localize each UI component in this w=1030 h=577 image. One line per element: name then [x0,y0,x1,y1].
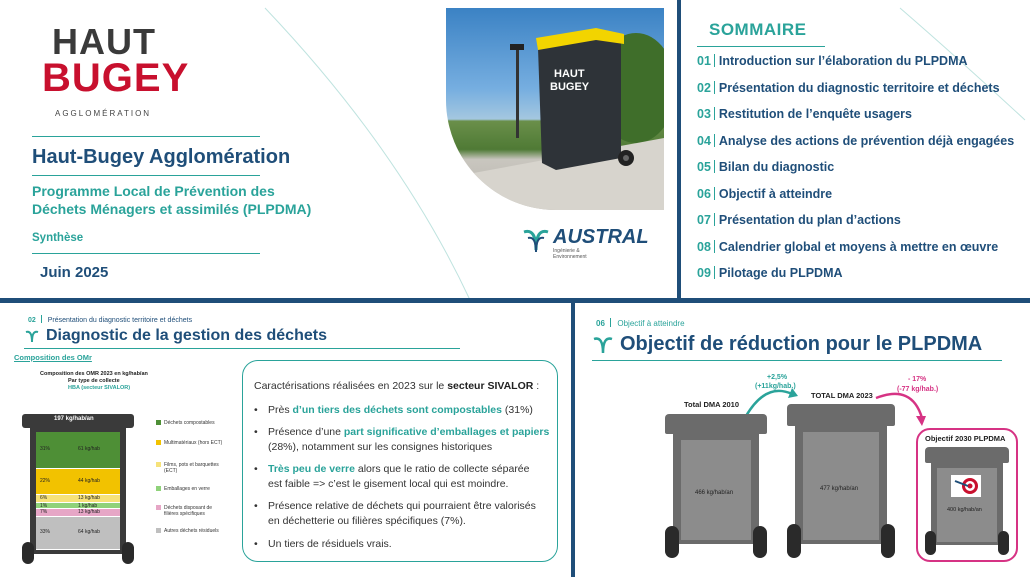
logo-subtitle: AGGLOMÉRATION [55,109,152,118]
bin-2010 [665,414,767,560]
segment-kg: 13 kg/hab [78,509,100,516]
diagnostic-breadcrumb [28,315,192,324]
finding-text: Un tiers de résiduels vrais. [268,538,392,550]
toc-label: Présentation du diagnostic territoire et déchets [718,81,1000,95]
finding-text: (31%) [501,404,533,416]
leaf-icon [592,334,614,356]
segment-kg: 1 kg/hab [78,503,98,510]
toc-num: 01 [697,54,711,68]
finding-4 [254,499,536,529]
toc-num: 09 [697,266,711,280]
finding-text: Présence relative de déchets qui pourraient être valorisés [268,500,536,512]
cover-synthesis: Synthèse [32,232,84,244]
composition-segment [36,509,120,517]
legend-label: Déchets compostables [164,420,215,426]
austral-tagline-1: Ingénierie & [553,248,580,254]
legend-label: Films, pots et barquettes [164,462,219,468]
toc-num: 02 [697,81,711,95]
toc-item-08[interactable] [697,240,998,254]
leaf-icon [24,328,40,344]
bin-2030-value: 400 kg/hab/an [947,507,982,513]
bin-2010-value: 466 kg/hab/an [695,490,734,496]
segment-pct: 7% [40,509,48,516]
segment-pct: 1% [40,503,48,510]
divider-horizontal [0,298,1030,303]
bullet-dot: • [254,404,258,416]
toc-item-03[interactable] [697,107,912,121]
toc-item-04[interactable] [697,134,1014,148]
austral-name: AUSTRAL [553,226,649,248]
toc-label: Pilotage du PLPDMA [718,266,843,280]
intro-bold: secteur SIVALOR [447,380,534,392]
diagnostic-subheading: Composition des OMr [14,353,92,362]
composition-segment [36,495,120,503]
segment-kg: 13 kg/hab [78,495,100,502]
delta-decrease-pct: - 17% [908,376,927,383]
intro-text: Caractérisations réalisées en 2023 sur le [254,380,448,392]
bin-2023 [787,404,895,560]
segment-kg: 64 kg/hab [78,529,100,536]
bin-2023-value: 477 kg/hab/an [820,486,859,492]
logo-line-2: BUGEY [42,56,190,100]
toc-item-01[interactable] [697,54,968,68]
composition-chart-title-2: Par type de collecte [68,378,120,384]
bin-label-2: BUGEY [550,81,590,93]
composition-segment [36,432,120,469]
segment-kg: 44 kg/hab [78,477,100,484]
legend-label-line2: (ECT) [164,468,178,474]
legend-swatch [156,505,161,510]
bullet-dot: • [254,463,258,475]
legend-swatch [156,462,161,467]
toc-num: 07 [697,213,711,227]
findings-intro [254,380,539,392]
objective-title: Objectif de réduction pour le PLPDMA [620,333,983,355]
bullet-dot: • [254,500,258,512]
legend-item [156,462,219,474]
legend-item [156,528,219,534]
toc-item-06[interactable] [697,187,832,201]
diagnostic-title: Diagnostic de la gestion des déchets [46,327,327,344]
toc-label: Introduction sur l’élaboration du PLPDMA [718,54,968,68]
finding-3 [254,462,530,492]
cover-date: Juin 2025 [40,264,109,281]
logo-line-1: HAUT [52,21,156,62]
composition-segment [36,469,120,495]
breadcrumb-label: Objectif à atteindre [617,319,685,328]
composition-chart-title-1: Composition des OMR 2023 en kg/hab/an [40,371,148,377]
composition-segment [36,517,120,550]
summary-title: SOMMAIRE [709,20,807,39]
toc-item-07[interactable] [697,213,901,227]
finding-text: (28%), notamment sur les consignes historiques [268,441,493,453]
finding-text: Près [268,404,293,416]
finding-highlight: d’un tiers des déchets sont compostables [292,404,502,416]
toc-num: 06 [697,187,711,201]
composition-bin [22,414,134,566]
toc-item-02[interactable] [697,81,1000,95]
toc-num: 03 [697,107,711,121]
toc-label: Analyse des actions de prévention déjà engagées [718,134,1015,148]
finding-text: en déchetterie ou filières spécifiques (7%). [268,515,466,527]
toc-label: Calendrier global et moyens à mettre en œuvre [718,240,999,254]
bin-2010-label: Total DMA 2010 [684,400,740,409]
toc-num: 05 [697,160,711,174]
legend-swatch [156,528,161,533]
delta-decrease-kg: (-77 kg/hab.) [897,386,939,393]
finding-1 [254,403,533,418]
austral-leaf-icon [520,224,552,256]
finding-2 [254,425,550,455]
toc-item-09[interactable] [697,266,843,280]
legend-item [156,440,222,446]
segment-pct: 33% [40,529,51,536]
finding-text: alors que le ratio de collecte séparée [354,463,530,475]
legend-item [156,420,215,426]
bin-label-1: HAUT [554,68,585,80]
bin-2030 [925,447,1009,557]
finding-text: Présence d’une [268,426,344,438]
composition-chart-title-3: HBA (secteur SIVALOR) [68,385,131,391]
divider-vertical-top [677,0,681,300]
legend-label: Multimatériaux (hors ECT) [164,440,223,446]
toc-num: 08 [697,240,711,254]
composition-stack [36,432,120,550]
finding-highlight: Très peu de verre [268,463,355,475]
breadcrumb-label: Présentation du diagnostic territoire et déchets [47,317,193,324]
bin-total: 197 kg/hab/an [54,416,94,422]
segment-pct: 6% [40,495,48,502]
toc-label: Restitution de l’enquête usagers [718,107,912,121]
bin-2023-label: TOTAL DMA 2023 [811,391,873,400]
bullet-dot: • [254,426,258,438]
cover-program-line-1: Programme Local de Prévention des [32,183,275,199]
bullet-dot: • [254,538,258,550]
delta-increase-kg: (+11kg/hab.) [755,383,796,390]
toc-label: Bilan du diagnostic [718,160,835,174]
legend-label: Emballages en verre [164,486,210,492]
finding-highlight: part significative d’emballages et papiers [343,426,550,438]
delta-increase-pct: +2,5% [767,374,788,381]
legend-label: Déchets disposant de [164,505,213,511]
segment-pct: 22% [40,477,51,484]
finding-text: est faible => c’est le gisement local qui est moindre. [268,478,509,490]
legend-swatch [156,486,161,491]
austral-tagline-2: Environnement [553,254,587,260]
diagnostic-underline [24,348,460,349]
breadcrumb-num: 02 [28,317,36,324]
toc-label: Objectif à atteindre [718,187,833,201]
legend-label: Autres déchets résiduels [164,528,219,534]
finding-5 [254,537,392,552]
objective-underline [592,360,1002,361]
legend-item [156,505,212,517]
target-icon [951,475,981,497]
cover-org-title: Haut-Bugey Agglomération [32,146,291,168]
cover-program-line-2: Déchets Ménagers et assimilés (PLPDMA) [32,201,312,217]
objective-breadcrumb [596,318,685,328]
breadcrumb-num: 06 [596,319,605,328]
segment-pct: 31% [40,446,51,453]
summary-underline [697,46,825,47]
bin-2030-label: Objectif 2030 PLPDMA [925,434,1006,443]
toc-item-05[interactable] [697,160,834,174]
legend-item [156,486,210,492]
legend-swatch [156,420,161,425]
intro-end: : [533,380,540,392]
segment-kg: 61 kg/hab [78,446,100,453]
toc-num: 04 [697,134,711,148]
legend-swatch [156,440,161,445]
legend-label-line2: filières spécifiques [164,511,205,517]
divider-vertical-bottom [571,300,575,577]
toc-label: Présentation du plan d’actions [718,213,901,227]
